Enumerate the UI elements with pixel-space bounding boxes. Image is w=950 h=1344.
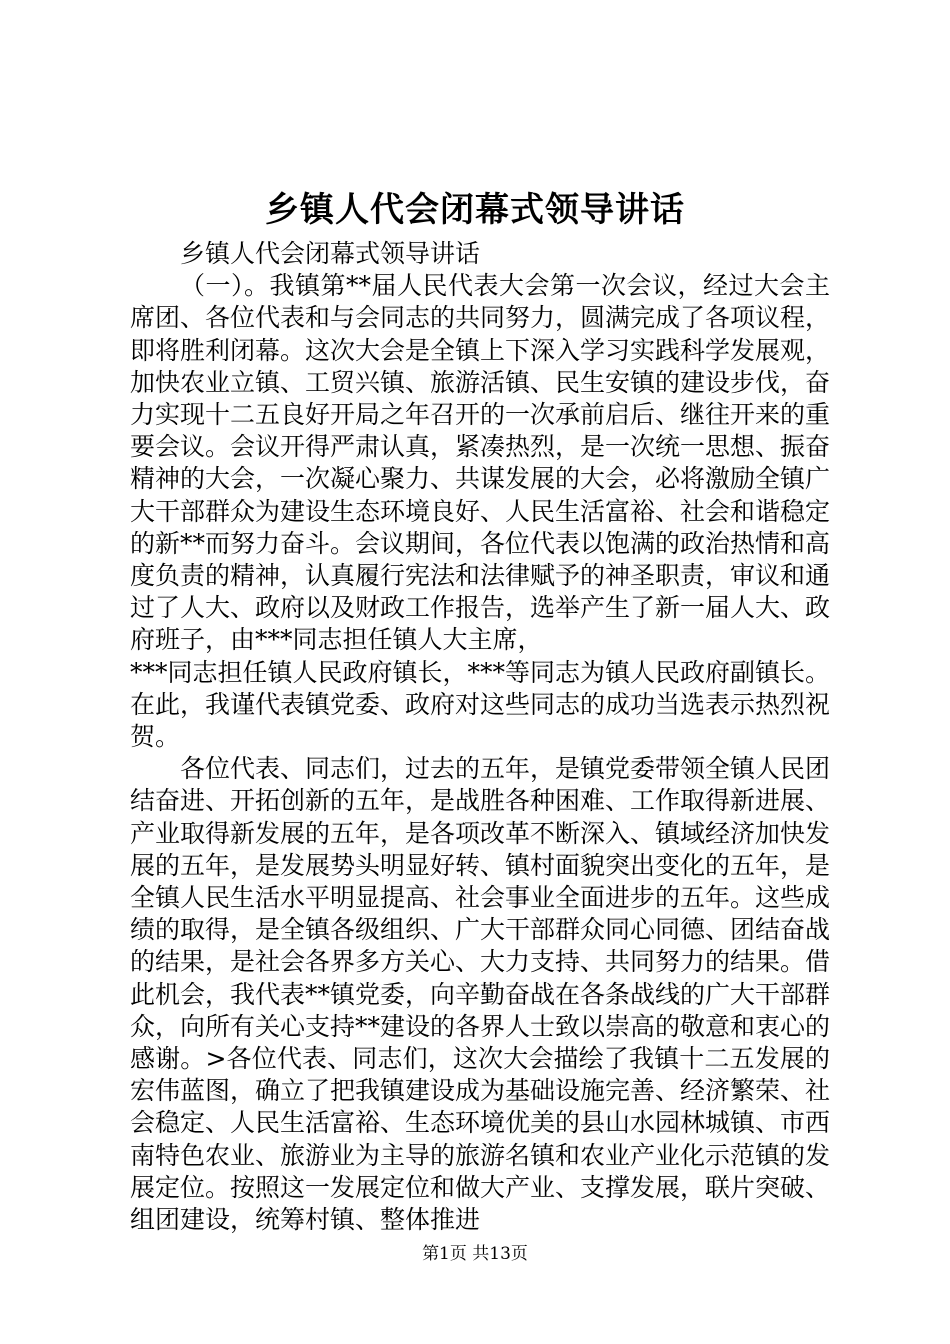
paragraph-4: 各位代表、同志们，过去的五年，是镇党委带领全镇人民团结奋进、开拓创新的五年，是战胜各种困难、工作取得新进展、产业取得新发展的五年，是各项改革不断深入、镇域经济加快发展的五年，是发展势头明显好转、镇村面貌突出变化的五年，是全镇人民生活水平明显提高、社会事业全面进步的五年。这些成绩的取得，是全镇各级组织、广大干部群众同心同德、团结奋战的结果，是社会各界多方关心、大力支持、共同努力的结果。借此机会，我代表**镇党委，向辛勤奋战在各条战线的广大干部群众，向所有关心支持**建设的各界人士致以崇高的敬意和衷心的感谢。>各位代表、同志们，这次大会描绘了我镇十二五发展的宏伟蓝图，确立了把我镇建设成为基础设施完善、经济繁荣、社会稳定、人民生活富裕、生态环境优美的县山水园林城镇、市西南特色农业、旅游业为主导的旅游名镇和农业产业化示范镇的发展定位。按照这一发展定位和做大产业、支撑发展，联片突破、组团建设，统筹村镇、整体推进	[130, 754, 831, 1235]
document-body	[130, 238, 830, 1236]
page-footer: 第1页 共13页	[422, 1244, 528, 1264]
paragraph-1: （一）。我镇第**届人民代表大会第一次会议，经过大会主席团、各位代表和与会同志的共同努力，圆满完成了各项议程，即将胜利闭幕。这次大会是全镇上下深入学习实践科学发展观，加快农业立镇、工贸兴镇、旅游活镇、民生安镇的建设步伐，奋力实现十二五良好开局之年召开的一次承前启后、继往开来的重要会议。会议开得严肃认真，紧凑热烈，是一次统一思想、振奋精神的大会，一次凝心聚力、共谋发展的大会，必将激励全镇广大干部群众为建设生态环境良好、人民生活富裕、社会和谐稳定的新**而努力奋斗。会议期间，各位代表以饱满的政治热情和高度负责的精神，认真履行宪法和法律赋予的神圣职责，审议和通过了人大、政府以及财政工作报告，选举产生了新一届人大、政府班子，由***同志担任镇人大主席，	[130, 271, 831, 655]
paragraph-3: 在此，我谨代表镇党委、政府对这些同志的成功当选表示热烈祝贺。	[130, 689, 831, 752]
paragraph-2: ***同志担任镇人民政府镇长，***等同志为镇人民政府副镇长。	[130, 657, 831, 687]
document-title: 乡镇人代会闭幕式领导讲话	[265, 190, 685, 230]
document-subtitle: 乡镇人代会闭幕式领导讲话	[180, 239, 481, 268]
